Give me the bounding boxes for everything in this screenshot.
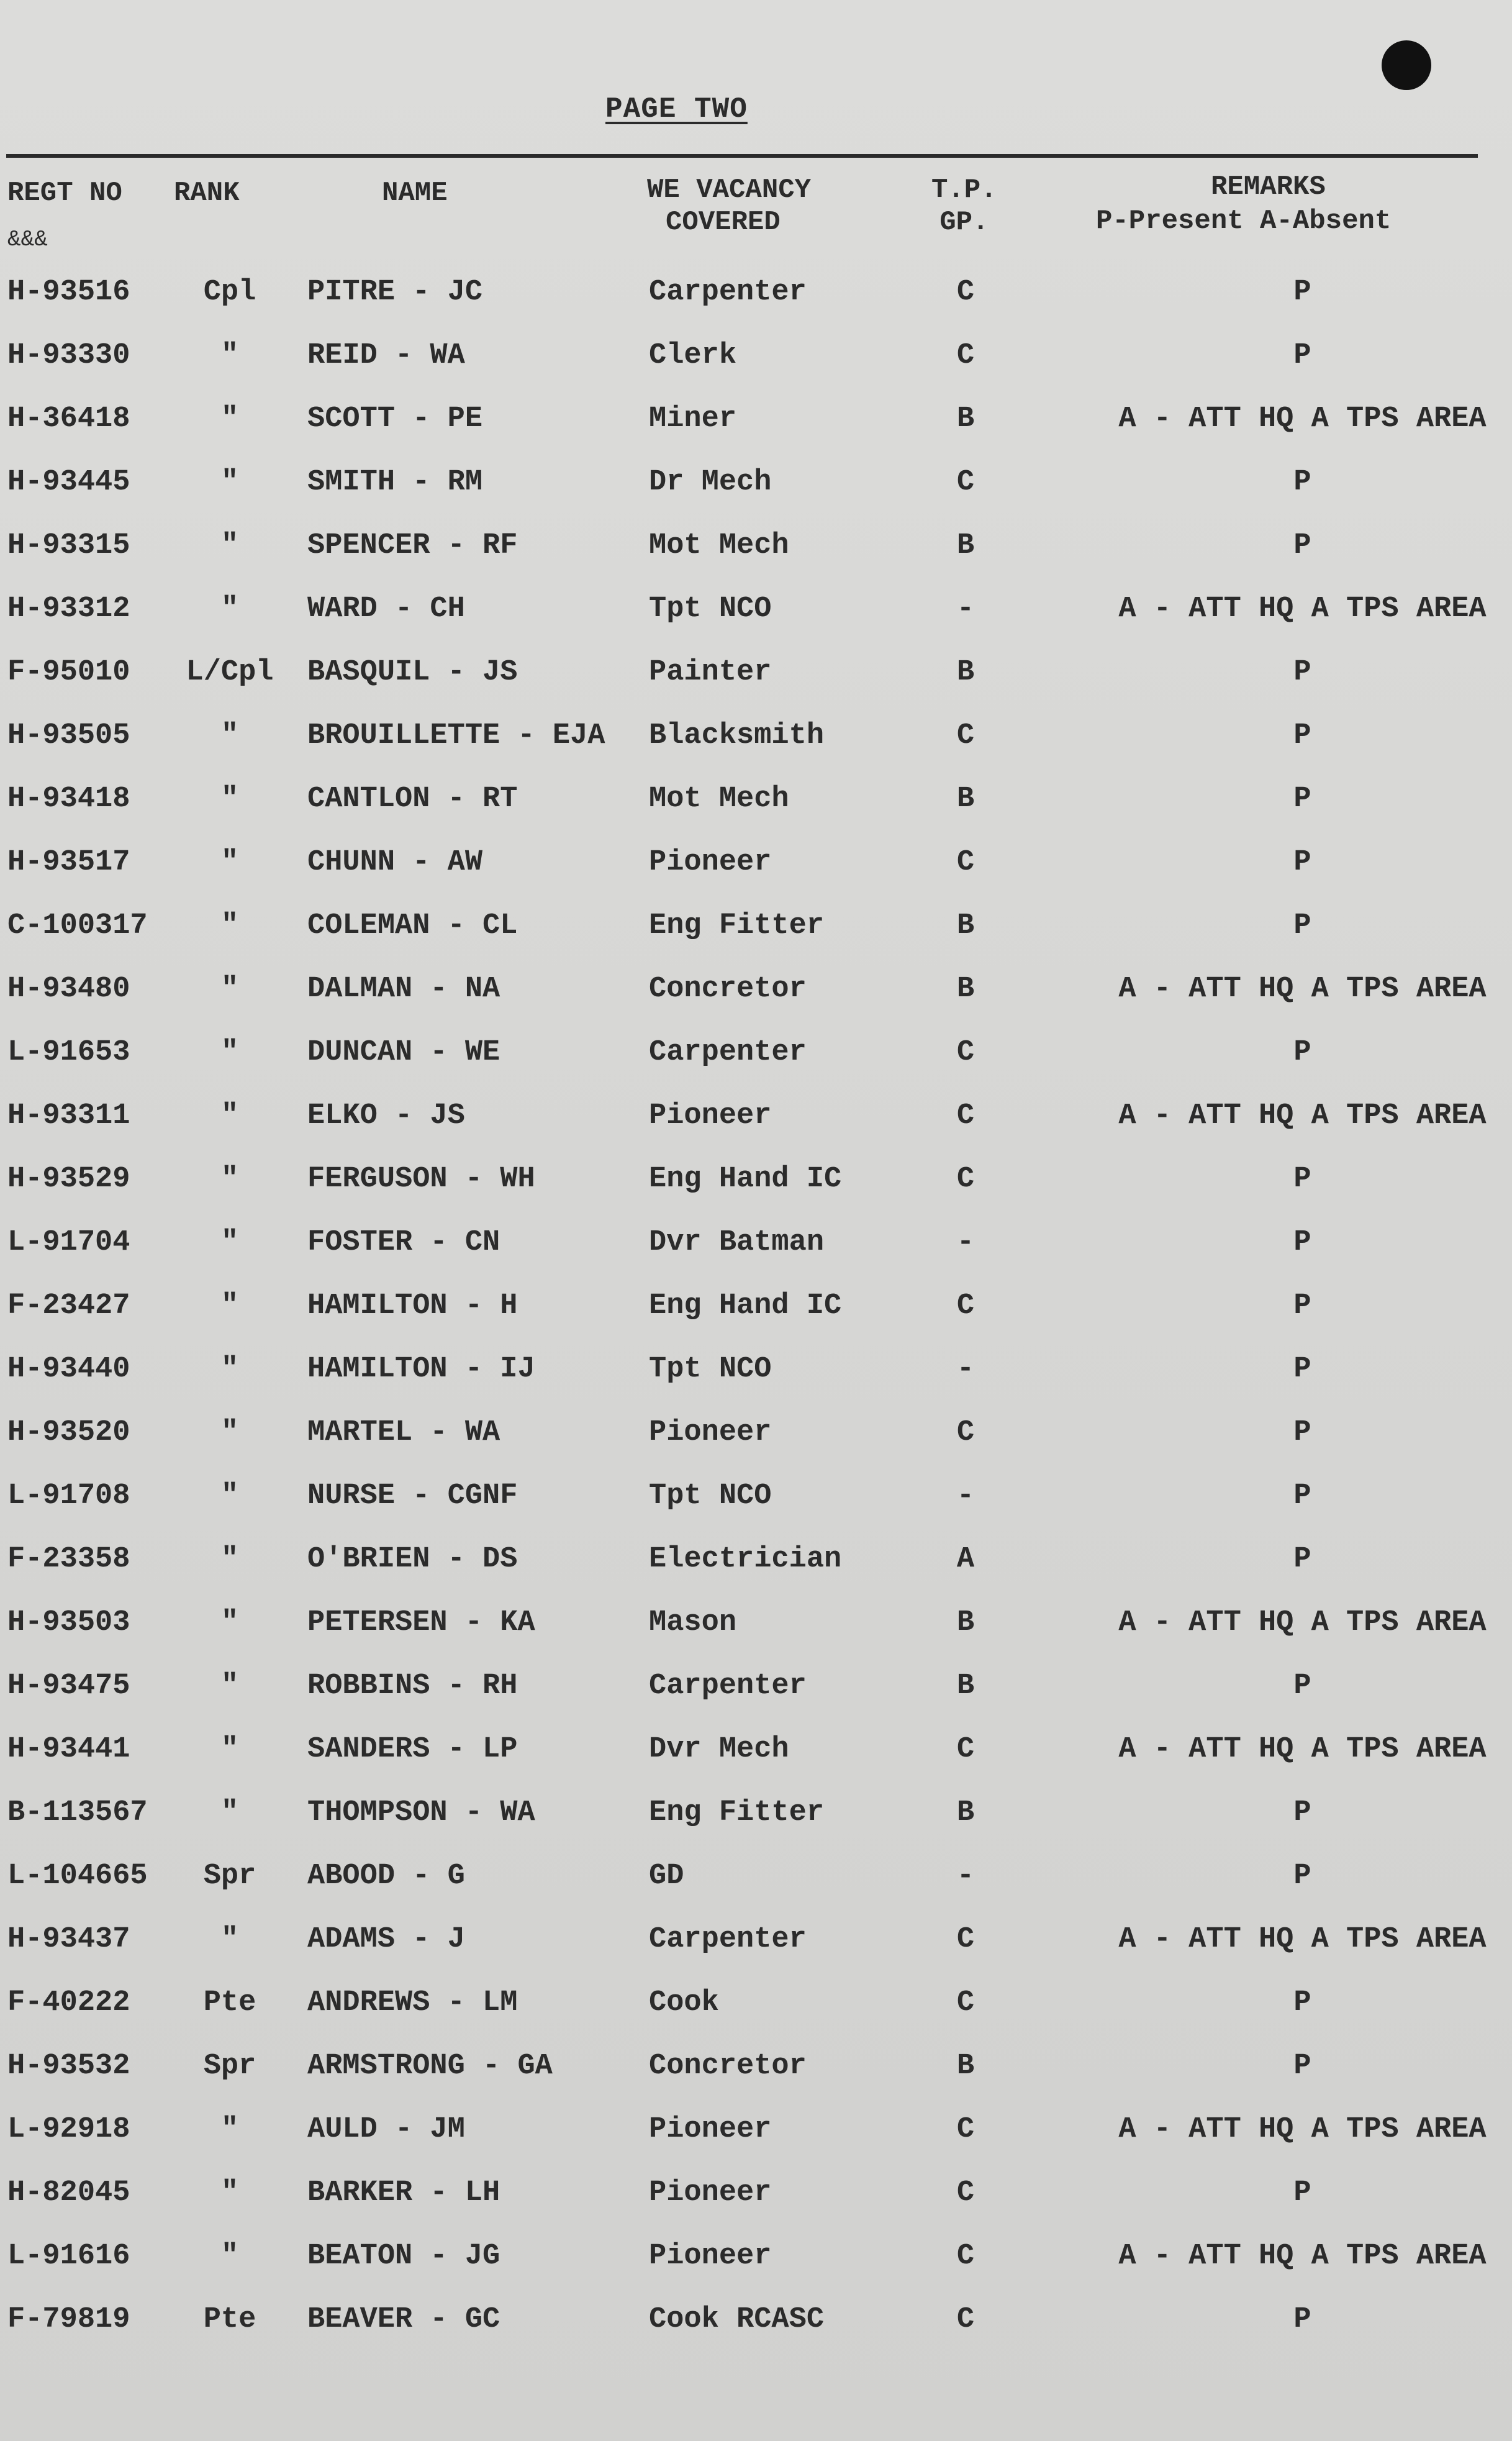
remarks-cell: P — [1293, 1289, 1311, 1322]
remarks-cell: P — [1293, 1416, 1311, 1449]
rank-cell: " — [220, 529, 239, 562]
rank-cell: " — [220, 1289, 239, 1322]
rank-cell: " — [220, 783, 239, 816]
regt-no-cell: H-93440 — [7, 1353, 130, 1386]
tp-group-cell: C — [956, 1163, 975, 1196]
vacancy-cell: Tpt NCO — [649, 1353, 772, 1386]
vacancy-cell: Pioneer — [649, 2240, 772, 2273]
name-cell: BASQUIL - JS — [307, 656, 518, 689]
remarks-cell: P — [1293, 339, 1311, 372]
vacancy-cell: Clerk — [649, 339, 737, 372]
regt-no-cell: F-95010 — [7, 656, 130, 689]
remarks-cell: P — [1293, 276, 1311, 309]
name-cell: CHUNN - AW — [307, 846, 483, 879]
tp-group-cell: A — [956, 1543, 975, 1576]
vacancy-cell: Dvr Mech — [649, 1733, 789, 1766]
remarks-cell: P — [1293, 529, 1311, 562]
table-row — [0, 1211, 1512, 1275]
tp-group-cell: B — [956, 529, 975, 562]
rank-cell: Pte — [203, 1986, 256, 2019]
table-row — [0, 514, 1512, 578]
regt-no-cell: L-91616 — [7, 2240, 130, 2273]
rank-cell: " — [220, 1796, 239, 1829]
vacancy-cell: Eng Fitter — [649, 909, 825, 942]
table-row — [0, 1465, 1512, 1528]
regt-no-cell: H-82045 — [7, 2176, 130, 2209]
regt-no-cell: H-93475 — [7, 1670, 130, 1702]
tp-group-cell: C — [956, 2113, 975, 2146]
table-row — [0, 1971, 1512, 2035]
name-cell: SANDERS - LP — [307, 1733, 518, 1766]
regt-no-cell: B-113567 — [7, 1796, 148, 1829]
regt-no-cell: H-93445 — [7, 466, 130, 499]
tp-group-cell: C — [956, 466, 975, 499]
rank-cell: " — [220, 1543, 239, 1576]
tp-group-cell: C — [956, 2176, 975, 2209]
header-tp-line2: GP. — [939, 207, 989, 238]
remarks-cell: P — [1293, 846, 1311, 879]
vacancy-cell: Mason — [649, 1606, 737, 1639]
regt-no-cell: L-92918 — [7, 2113, 130, 2146]
name-cell: SPENCER - RF — [307, 529, 518, 562]
table-row — [0, 451, 1512, 514]
header-vacancy-line2: COVERED — [666, 207, 781, 238]
rank-cell: " — [220, 1163, 239, 1196]
rank-cell: " — [220, 2113, 239, 2146]
header-tp-line1: T.P. — [931, 175, 997, 206]
vacancy-cell: Pioneer — [649, 2176, 772, 2209]
rank-cell: " — [220, 1670, 239, 1702]
remarks-cell: P — [1293, 1860, 1311, 1893]
name-cell: ANDREWS - LM — [307, 1986, 518, 2019]
vacancy-cell: Concretor — [649, 2050, 807, 2083]
rank-cell: " — [220, 339, 239, 372]
table-row — [0, 2035, 1512, 2098]
vacancy-cell: Eng Hand IC — [649, 1163, 842, 1196]
vacancy-cell: Mot Mech — [649, 783, 789, 816]
remarks-cell: P — [1293, 1986, 1311, 2019]
tp-group-cell: B — [956, 1796, 975, 1829]
rank-cell: " — [220, 402, 239, 435]
vacancy-cell: Eng Fitter — [649, 1796, 825, 1829]
tp-group-cell: C — [956, 1923, 975, 1956]
vacancy-cell: Mot Mech — [649, 529, 789, 562]
tp-group-cell: B — [956, 783, 975, 816]
remarks-cell: P — [1293, 783, 1311, 816]
tp-group-cell: - — [956, 1860, 975, 1893]
regt-no-cell: H-36418 — [7, 402, 130, 435]
vacancy-cell: Cook RCASC — [649, 2303, 825, 2336]
remarks-cell: P — [1293, 466, 1311, 499]
table-row — [0, 261, 1512, 324]
name-cell: BEAVER - GC — [307, 2303, 500, 2336]
table-row — [0, 641, 1512, 704]
name-cell: FERGUSON - WH — [307, 1163, 535, 1196]
regt-no-cell: C-100317 — [7, 909, 148, 942]
table-row — [0, 958, 1512, 1021]
regt-no-cell: H-93520 — [7, 1416, 130, 1449]
regt-no-cell: H-93418 — [7, 783, 130, 816]
remarks-cell: P — [1293, 1163, 1311, 1196]
regt-no-cell: L-91708 — [7, 1480, 130, 1512]
regt-no-cell: L-104665 — [7, 1860, 148, 1893]
rank-cell: " — [220, 909, 239, 942]
header-remarks: REMARKS — [1211, 171, 1326, 202]
table-row — [0, 1021, 1512, 1084]
regt-no-cell: H-93517 — [7, 846, 130, 879]
table-row — [0, 1845, 1512, 1908]
rank-cell: " — [220, 1733, 239, 1766]
vacancy-cell: Cook — [649, 1986, 719, 2019]
rank-cell: " — [220, 973, 239, 1006]
remarks-cell: A - ATT HQ A TPS AREA — [1118, 402, 1487, 435]
vacancy-cell: Dr Mech — [649, 466, 772, 499]
name-cell: PETERSEN - KA — [307, 1606, 535, 1639]
name-cell: DUNCAN - WE — [307, 1036, 500, 1069]
tp-group-cell: C — [956, 1986, 975, 2019]
table-row — [0, 324, 1512, 388]
rank-cell: Cpl — [203, 276, 256, 309]
tp-group-cell: - — [956, 593, 975, 625]
rank-cell: " — [220, 1353, 239, 1386]
table-row — [0, 894, 1512, 958]
name-cell: CANTLON - RT — [307, 783, 518, 816]
table-row — [0, 1148, 1512, 1211]
remarks-cell: P — [1293, 2303, 1311, 2336]
table-row — [0, 768, 1512, 831]
remarks-cell: A - ATT HQ A TPS AREA — [1118, 593, 1487, 625]
vacancy-cell: GD — [649, 1860, 684, 1893]
tp-group-cell: C — [956, 719, 975, 752]
regt-no-cell: F-79819 — [7, 2303, 130, 2336]
rank-cell: " — [220, 1036, 239, 1069]
tp-group-cell: B — [956, 656, 975, 689]
name-cell: SCOTT - PE — [307, 402, 483, 435]
rank-cell: L/Cpl — [186, 656, 274, 689]
vacancy-cell: Carpenter — [649, 1923, 807, 1956]
table-row — [0, 1781, 1512, 1845]
regt-no-cell: H-93315 — [7, 529, 130, 562]
rank-cell: " — [220, 2240, 239, 2273]
roster-table — [0, 261, 1512, 2352]
table-row — [0, 1528, 1512, 1591]
table-row — [0, 1908, 1512, 1971]
vacancy-cell: Concretor — [649, 973, 807, 1006]
vacancy-cell: Painter — [649, 656, 772, 689]
name-cell: ADAMS - J — [307, 1923, 465, 1956]
name-cell: AULD - JM — [307, 2113, 465, 2146]
tp-group-cell: C — [956, 1733, 975, 1766]
name-cell: ABOOD - G — [307, 1860, 465, 1893]
regt-no-cell: H-93441 — [7, 1733, 130, 1766]
remarks-cell: A - ATT HQ A TPS AREA — [1118, 973, 1487, 1006]
tp-group-cell: B — [956, 1670, 975, 1702]
remarks-cell: P — [1293, 1670, 1311, 1702]
rank-cell: " — [220, 1606, 239, 1639]
regt-no-cell: H-93532 — [7, 2050, 130, 2083]
header-rule — [6, 154, 1478, 158]
regt-no-cell: H-93312 — [7, 593, 130, 625]
table-row — [0, 1591, 1512, 1655]
tp-group-cell: B — [956, 909, 975, 942]
rank-cell: " — [220, 1099, 239, 1132]
rank-cell: " — [220, 593, 239, 625]
vacancy-cell: Dvr Batman — [649, 1226, 825, 1259]
remarks-cell: P — [1293, 1543, 1311, 1576]
header-regt-sub: &&& — [7, 227, 48, 252]
vacancy-cell: Carpenter — [649, 276, 807, 309]
name-cell: SMITH - RM — [307, 466, 483, 499]
tp-group-cell: C — [956, 276, 975, 309]
name-cell: FOSTER - CN — [307, 1226, 500, 1259]
vacancy-cell: Electrician — [649, 1543, 842, 1576]
rank-cell: Pte — [203, 2303, 256, 2336]
remarks-cell: A - ATT HQ A TPS AREA — [1118, 2113, 1487, 2146]
name-cell: PITRE - JC — [307, 276, 483, 309]
rank-cell: " — [220, 2176, 239, 2209]
header-name: NAME — [382, 178, 448, 209]
table-row — [0, 1275, 1512, 1338]
rank-cell: Spr — [203, 1860, 256, 1893]
remarks-cell: P — [1293, 1036, 1311, 1069]
remarks-cell: P — [1293, 719, 1311, 752]
remarks-cell: P — [1293, 1226, 1311, 1259]
rank-cell: " — [220, 719, 239, 752]
tp-group-cell: - — [956, 1226, 975, 1259]
tp-group-cell: B — [956, 2050, 975, 2083]
table-row — [0, 2098, 1512, 2161]
table-row — [0, 1401, 1512, 1465]
remarks-cell: P — [1293, 656, 1311, 689]
name-cell: BARKER - LH — [307, 2176, 500, 2209]
name-cell: DALMAN - NA — [307, 973, 500, 1006]
name-cell: O'BRIEN - DS — [307, 1543, 518, 1576]
rank-cell: " — [220, 1226, 239, 1259]
remarks-cell: A - ATT HQ A TPS AREA — [1118, 1099, 1487, 1132]
name-cell: WARD - CH — [307, 593, 465, 625]
remarks-cell: A - ATT HQ A TPS AREA — [1118, 1923, 1487, 1956]
regt-no-cell: F-23358 — [7, 1543, 130, 1576]
regt-no-cell: L-91653 — [7, 1036, 130, 1069]
tp-group-cell: B — [956, 1606, 975, 1639]
regt-no-cell: H-93529 — [7, 1163, 130, 1196]
table-row — [0, 1338, 1512, 1401]
table-row — [0, 1718, 1512, 1781]
table-row — [0, 831, 1512, 894]
remarks-cell: P — [1293, 2176, 1311, 2209]
tp-group-cell: C — [956, 1036, 975, 1069]
tp-group-cell: C — [956, 1416, 975, 1449]
rank-cell: " — [220, 466, 239, 499]
vacancy-cell: Carpenter — [649, 1670, 807, 1702]
remarks-cell: P — [1293, 1796, 1311, 1829]
name-cell: HAMILTON - IJ — [307, 1353, 535, 1386]
table-row — [0, 704, 1512, 768]
header-tp-gp — [931, 174, 997, 239]
name-cell: BROUILLETTE - EJA — [307, 719, 605, 752]
regt-no-cell: H-93516 — [7, 276, 130, 309]
table-row — [0, 1655, 1512, 1718]
remarks-cell: P — [1293, 1353, 1311, 1386]
remarks-cell: P — [1293, 909, 1311, 942]
regt-no-cell: H-93505 — [7, 719, 130, 752]
header-regt-no: REGT NO — [7, 178, 122, 209]
tp-group-cell: C — [956, 1289, 975, 1322]
vacancy-cell: Tpt NCO — [649, 1480, 772, 1512]
vacancy-cell: Pioneer — [649, 1099, 772, 1132]
name-cell: HAMILTON - H — [307, 1289, 518, 1322]
rank-cell: " — [220, 1923, 239, 1956]
rank-cell: " — [220, 1416, 239, 1449]
name-cell: ROBBINS - RH — [307, 1670, 518, 1702]
punch-hole — [1382, 40, 1431, 90]
rank-cell: " — [220, 1480, 239, 1512]
vacancy-cell: Pioneer — [649, 2113, 772, 2146]
regt-no-cell: H-93503 — [7, 1606, 130, 1639]
name-cell: BEATON - JG — [307, 2240, 500, 2273]
tp-group-cell: - — [956, 1480, 975, 1512]
tp-group-cell: B — [956, 973, 975, 1006]
regt-no-cell: H-93311 — [7, 1099, 130, 1132]
remarks-cell: A - ATT HQ A TPS AREA — [1118, 1606, 1487, 1639]
vacancy-cell: Eng Hand IC — [649, 1289, 842, 1322]
tp-group-cell: C — [956, 339, 975, 372]
remarks-cell: A - ATT HQ A TPS AREA — [1118, 2240, 1487, 2273]
header-rank: RANK — [174, 178, 240, 209]
vacancy-cell: Miner — [649, 402, 737, 435]
header-vacancy-line1: WE VACANCY — [647, 175, 812, 206]
name-cell: THOMPSON - WA — [307, 1796, 535, 1829]
name-cell: NURSE - CGNF — [307, 1480, 518, 1512]
vacancy-cell: Carpenter — [649, 1036, 807, 1069]
rank-cell: Spr — [203, 2050, 256, 2083]
name-cell: ELKO - JS — [307, 1099, 465, 1132]
vacancy-cell: Blacksmith — [649, 719, 825, 752]
remarks-cell: P — [1293, 2050, 1311, 2083]
tp-group-cell: C — [956, 2240, 975, 2273]
regt-no-cell: F-23427 — [7, 1289, 130, 1322]
header-remarks-legend: P-Present A-Absent — [1096, 206, 1392, 237]
header-vacancy — [647, 174, 811, 239]
rank-cell: " — [220, 846, 239, 879]
name-cell: REID - WA — [307, 339, 465, 372]
page-title: PAGE TWO — [605, 93, 748, 125]
remarks-cell: P — [1293, 1480, 1311, 1512]
table-row — [0, 2288, 1512, 2352]
remarks-cell: A - ATT HQ A TPS AREA — [1118, 1733, 1487, 1766]
table-row — [0, 2225, 1512, 2288]
vacancy-cell: Tpt NCO — [649, 593, 772, 625]
tp-group-cell: C — [956, 1099, 975, 1132]
name-cell: COLEMAN - CL — [307, 909, 518, 942]
table-row — [0, 2161, 1512, 2225]
regt-no-cell: H-93480 — [7, 973, 130, 1006]
tp-group-cell: C — [956, 2303, 975, 2336]
tp-group-cell: B — [956, 402, 975, 435]
regt-no-cell: L-91704 — [7, 1226, 130, 1259]
regt-no-cell: H-93330 — [7, 339, 130, 372]
tp-group-cell: - — [956, 1353, 975, 1386]
table-row — [0, 578, 1512, 641]
regt-no-cell: H-93437 — [7, 1923, 130, 1956]
table-row — [0, 1084, 1512, 1148]
vacancy-cell: Pioneer — [649, 846, 772, 879]
tp-group-cell: C — [956, 846, 975, 879]
name-cell: ARMSTRONG - GA — [307, 2050, 553, 2083]
regt-no-cell: F-40222 — [7, 1986, 130, 2019]
name-cell: MARTEL - WA — [307, 1416, 500, 1449]
vacancy-cell: Pioneer — [649, 1416, 772, 1449]
table-row — [0, 388, 1512, 451]
